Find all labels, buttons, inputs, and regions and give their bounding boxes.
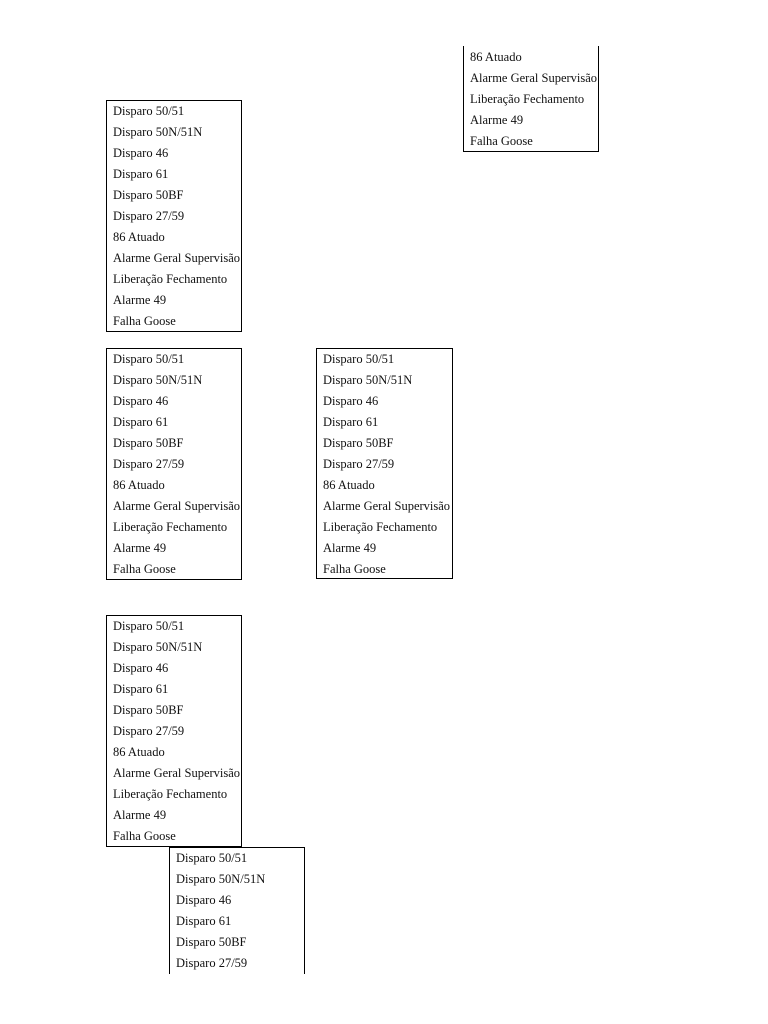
list-item: Disparo 46	[113, 661, 169, 675]
list-item: Disparo 61	[176, 914, 232, 928]
list-item: Disparo 50BF	[323, 436, 394, 450]
list-item: Liberação Fechamento	[470, 92, 585, 106]
list-item: Disparo 50N/51N	[176, 872, 266, 886]
list-item: Alarme Geral Supervisão	[113, 499, 241, 513]
list-item: Disparo 50N/51N	[113, 373, 203, 387]
list-item: Disparo 27/59	[323, 457, 395, 471]
list-item: Disparo 50/51	[113, 352, 185, 366]
list-item: Alarme Geral Supervisão	[323, 499, 451, 513]
list-item: Alarme 49	[323, 541, 377, 555]
list-item: Disparo 27/59	[176, 956, 248, 970]
list-item: Falha Goose	[113, 829, 176, 843]
list-item: Disparo 27/59	[113, 724, 185, 738]
signal-list-4	[106, 615, 242, 847]
signal-list-2	[106, 348, 242, 580]
list-item: Alarme 49	[113, 293, 167, 307]
list-item: 86 Atuado	[323, 478, 375, 492]
list-item: Disparo 50N/51N	[113, 125, 203, 139]
list-item: Disparo 50BF	[113, 188, 184, 202]
list-item: Disparo 46	[113, 394, 169, 408]
list-item: Disparo 46	[323, 394, 379, 408]
list-item: Disparo 50BF	[113, 703, 184, 717]
list-item: Liberação Fechamento	[113, 787, 228, 801]
list-item: Disparo 50BF	[113, 436, 184, 450]
signal-list-1	[106, 100, 242, 332]
list-item: Falha Goose	[323, 562, 386, 576]
list-item: 86 Atuado	[113, 230, 165, 244]
list-item: Falha Goose	[113, 562, 176, 576]
list-item: Disparo 61	[113, 415, 169, 429]
list-item: Alarme Geral Supervisão	[470, 71, 598, 85]
list-item: 86 Atuado	[113, 745, 165, 759]
list-item: Alarme Geral Supervisão	[113, 251, 241, 265]
signal-list-top-right	[463, 46, 599, 152]
list-item: Disparo 61	[323, 415, 379, 429]
list-item: Disparo 50/51	[323, 352, 395, 366]
list-item: Liberação Fechamento	[113, 272, 228, 286]
list-item: Disparo 50/51	[113, 104, 185, 118]
list-item: Alarme 49	[470, 113, 524, 127]
list-item: Disparo 27/59	[113, 209, 185, 223]
list-item: Liberação Fechamento	[113, 520, 228, 534]
signal-list-3	[316, 348, 453, 579]
list-item: Disparo 50/51	[113, 619, 185, 633]
list-item: Disparo 50N/51N	[323, 373, 413, 387]
list-item: Disparo 50N/51N	[113, 640, 203, 654]
list-item: Falha Goose	[113, 314, 176, 328]
list-item: 86 Atuado	[470, 50, 522, 64]
list-item: Disparo 50/51	[176, 851, 248, 865]
list-item: Disparo 61	[113, 682, 169, 696]
list-item: Alarme Geral Supervisão	[113, 766, 241, 780]
list-item: Disparo 46	[176, 893, 232, 907]
list-item: 86 Atuado	[113, 478, 165, 492]
list-item: Disparo 50BF	[176, 935, 247, 949]
list-item: Falha Goose	[470, 134, 533, 148]
list-item: Alarme 49	[113, 541, 167, 555]
list-item: Disparo 61	[113, 167, 169, 181]
list-item: Alarme 49	[113, 808, 167, 822]
list-item: Disparo 46	[113, 146, 169, 160]
signal-list-5	[169, 847, 305, 974]
list-item: Disparo 27/59	[113, 457, 185, 471]
list-item: Liberação Fechamento	[323, 520, 438, 534]
